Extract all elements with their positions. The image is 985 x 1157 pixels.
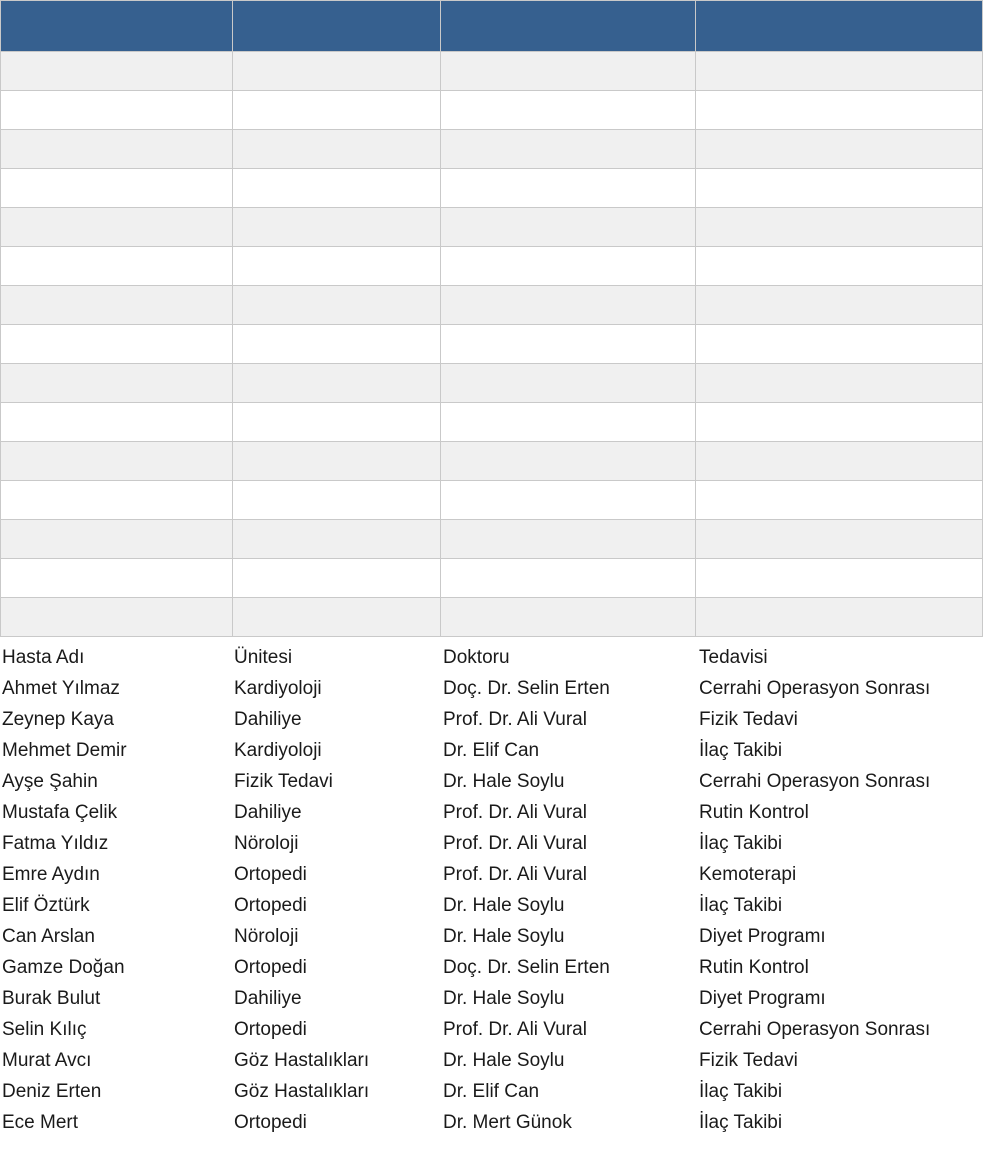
listing-cell-tedavisi: İlaç Takibi xyxy=(699,833,783,854)
listing-cell-doktoru: Prof. Dr. Ali Vural xyxy=(443,1019,587,1040)
table-header-cell-tedavisi xyxy=(696,1,983,52)
listing-cell-hasta-adi: Can Arslan xyxy=(2,926,95,947)
listing-cell-tedavisi: Diyet Programı xyxy=(699,988,826,1009)
listing-cell-unitesi: Kardiyoloji xyxy=(234,678,322,699)
table-row xyxy=(1,364,983,403)
table-row xyxy=(1,559,983,598)
listing-row xyxy=(0,890,985,921)
listing-cell-unitesi: Fizik Tedavi xyxy=(234,771,333,792)
listing-cell-hasta-adi: Zeynep Kaya xyxy=(2,709,114,730)
table-row xyxy=(1,169,983,208)
listing-cell-unitesi: Dahiliye xyxy=(234,709,302,730)
listing-cell-doktoru: Dr. Mert Günok xyxy=(443,1112,572,1133)
table-cell xyxy=(441,286,696,325)
table-cell xyxy=(233,598,441,637)
listing-cell-unitesi: Ortopedi xyxy=(234,957,307,978)
listing-cell-doktoru: Dr. Hale Soylu xyxy=(443,926,565,947)
table-cell xyxy=(441,91,696,130)
listing-column-header: Tedavisi xyxy=(699,647,768,668)
table-header-row xyxy=(1,1,983,52)
listing-cell-hasta-adi: Ece Mert xyxy=(2,1112,79,1133)
listing-cell-tedavisi: Rutin Kontrol xyxy=(699,802,809,823)
listing-cell-hasta-adi: Deniz Erten xyxy=(2,1081,102,1102)
table-header-cell-doktoru xyxy=(441,1,696,52)
table-cell xyxy=(1,403,233,442)
table-cell xyxy=(696,130,983,169)
table-cell xyxy=(233,559,441,598)
listing-cell-tedavisi: Rutin Kontrol xyxy=(699,957,809,978)
table-cell xyxy=(1,442,233,481)
table-cell xyxy=(441,598,696,637)
table-cell xyxy=(233,91,441,130)
listing-cell-hasta-adi: Fatma Yıldız xyxy=(2,833,109,854)
table-cell xyxy=(696,403,983,442)
table-row xyxy=(1,91,983,130)
listing-row xyxy=(0,797,985,828)
table-cell xyxy=(233,520,441,559)
table-cell xyxy=(696,91,983,130)
table-cell xyxy=(696,208,983,247)
listing-cell-tedavisi: İlaç Takibi xyxy=(699,1081,783,1102)
listing-row xyxy=(0,704,985,735)
listing-cell-unitesi: Dahiliye xyxy=(234,988,302,1009)
listing-header-row xyxy=(0,642,985,673)
table-cell xyxy=(233,169,441,208)
table-cell xyxy=(1,559,233,598)
listing-cell-tedavisi: İlaç Takibi xyxy=(699,895,783,916)
listing-cell-tedavisi: Cerrahi Operasyon Sonrası xyxy=(699,771,931,792)
table-cell xyxy=(441,325,696,364)
listing-cell-doktoru: Doç. Dr. Selin Erten xyxy=(443,678,610,699)
table-cell xyxy=(441,208,696,247)
listing-row xyxy=(0,983,985,1014)
listing-cell-hasta-adi: Burak Bulut xyxy=(2,988,101,1009)
listing-cell-tedavisi: Cerrahi Operasyon Sonrası xyxy=(699,1019,931,1040)
table-body xyxy=(1,52,983,637)
table-cell xyxy=(1,169,233,208)
table-cell xyxy=(441,442,696,481)
table-cell xyxy=(696,247,983,286)
listing-cell-unitesi: Ortopedi xyxy=(234,1112,307,1133)
table-row xyxy=(1,403,983,442)
listing-cell-tedavisi: Diyet Programı xyxy=(699,926,826,947)
listing-row xyxy=(0,1107,985,1138)
listing-row xyxy=(0,735,985,766)
listing-cell-unitesi: Göz Hastalıkları xyxy=(234,1050,370,1071)
table-row xyxy=(1,130,983,169)
table-cell xyxy=(233,247,441,286)
table-cell xyxy=(1,598,233,637)
table-row xyxy=(1,286,983,325)
table-cell xyxy=(1,247,233,286)
table-row xyxy=(1,598,983,637)
table-cell xyxy=(696,481,983,520)
table-row xyxy=(1,247,983,286)
table-cell xyxy=(233,130,441,169)
table-cell xyxy=(441,559,696,598)
table-row xyxy=(1,208,983,247)
table-row xyxy=(1,520,983,559)
table-cell xyxy=(1,520,233,559)
table-cell xyxy=(696,442,983,481)
table-cell xyxy=(1,130,233,169)
listing-cell-tedavisi: Kemoterapi xyxy=(699,864,797,885)
listing-cell-unitesi: Nöroloji xyxy=(234,833,299,854)
listing-row xyxy=(0,766,985,797)
listing-row xyxy=(0,1045,985,1076)
table-cell xyxy=(441,130,696,169)
table-cell xyxy=(1,208,233,247)
table-cell xyxy=(233,208,441,247)
listing-cell-doktoru: Dr. Hale Soylu xyxy=(443,1050,565,1071)
listing-column-header: Doktoru xyxy=(443,647,510,668)
listing-row xyxy=(0,673,985,704)
table-row xyxy=(1,481,983,520)
listing-cell-hasta-adi: Gamze Doğan xyxy=(2,957,125,978)
listing-cell-tedavisi: İlaç Takibi xyxy=(699,740,783,761)
listing-cell-hasta-adi: Elif Öztürk xyxy=(2,895,90,916)
table-cell xyxy=(233,325,441,364)
table-cell xyxy=(233,403,441,442)
listing-cell-hasta-adi: Ayşe Şahin xyxy=(2,771,98,792)
table-cell xyxy=(441,403,696,442)
table-cell xyxy=(441,520,696,559)
listing-cell-hasta-adi: Emre Aydın xyxy=(2,864,100,885)
table-cell xyxy=(1,481,233,520)
listing-cell-hasta-adi: Mehmet Demir xyxy=(2,740,127,761)
table-cell xyxy=(1,325,233,364)
listing-row xyxy=(0,1014,985,1045)
listing-cell-doktoru: Dr. Hale Soylu xyxy=(443,988,565,1009)
listing-row xyxy=(0,921,985,952)
listing-cell-tedavisi: Cerrahi Operasyon Sonrası xyxy=(699,678,931,699)
listing-cell-tedavisi: İlaç Takibi xyxy=(699,1112,783,1133)
table-cell xyxy=(696,559,983,598)
table-header-cell-hasta-adi xyxy=(1,1,233,52)
table-cell xyxy=(233,364,441,403)
listing-cell-doktoru: Dr. Elif Can xyxy=(443,1081,540,1102)
table-cell xyxy=(233,286,441,325)
table-cell xyxy=(441,169,696,208)
listing-cell-doktoru: Prof. Dr. Ali Vural xyxy=(443,709,587,730)
table-row xyxy=(1,442,983,481)
table-cell xyxy=(441,247,696,286)
listing-cell-hasta-adi: Ahmet Yılmaz xyxy=(2,678,120,699)
listing-cell-doktoru: Prof. Dr. Ali Vural xyxy=(443,833,587,854)
listing-cell-doktoru: Prof. Dr. Ali Vural xyxy=(443,864,587,885)
listing-cell-tedavisi: Fizik Tedavi xyxy=(699,709,798,730)
table-cell xyxy=(1,52,233,91)
table-header-cell-unitesi xyxy=(233,1,441,52)
listing-cell-doktoru: Dr. Hale Soylu xyxy=(443,895,565,916)
listing-cell-doktoru: Dr. Elif Can xyxy=(443,740,540,761)
table-row xyxy=(1,52,983,91)
listing-cell-unitesi: Nöroloji xyxy=(234,926,299,947)
listing-row xyxy=(0,952,985,983)
table-cell xyxy=(441,52,696,91)
table-cell xyxy=(1,91,233,130)
listing-cell-unitesi: Ortopedi xyxy=(234,864,307,885)
table-cell xyxy=(696,325,983,364)
listing-cell-tedavisi: Fizik Tedavi xyxy=(699,1050,798,1071)
table-cell xyxy=(1,286,233,325)
table-cell xyxy=(233,481,441,520)
table-cell xyxy=(441,364,696,403)
table-cell xyxy=(233,442,441,481)
listing-row xyxy=(0,828,985,859)
listing-cell-doktoru: Prof. Dr. Ali Vural xyxy=(443,802,587,823)
table-cell xyxy=(696,286,983,325)
listing-cell-unitesi: Göz Hastalıkları xyxy=(234,1081,370,1102)
table-cell xyxy=(1,364,233,403)
patient-text-listing xyxy=(0,642,985,1138)
listing-cell-hasta-adi: Murat Avcı xyxy=(2,1050,92,1071)
table-header xyxy=(1,1,983,52)
listing-cell-hasta-adi: Selin Kılıç xyxy=(2,1019,87,1040)
listing-row xyxy=(0,859,985,890)
table-cell xyxy=(233,52,441,91)
table-cell xyxy=(696,364,983,403)
table-cell xyxy=(696,598,983,637)
listing-row xyxy=(0,1076,985,1107)
listing-cell-unitesi: Ortopedi xyxy=(234,1019,307,1040)
listing-column-header: Ünitesi xyxy=(234,647,293,668)
table-cell xyxy=(696,169,983,208)
listing-cell-unitesi: Kardiyoloji xyxy=(234,740,322,761)
listing-cell-doktoru: Doç. Dr. Selin Erten xyxy=(443,957,610,978)
table-cell xyxy=(696,52,983,91)
listing-cell-hasta-adi: Mustafa Çelik xyxy=(2,802,118,823)
listing-cell-unitesi: Dahiliye xyxy=(234,802,302,823)
listing-cell-doktoru: Dr. Hale Soylu xyxy=(443,771,565,792)
listing-column-header: Hasta Adı xyxy=(2,647,85,668)
listing-cell-unitesi: Ortopedi xyxy=(234,895,307,916)
table-cell xyxy=(441,481,696,520)
table-cell xyxy=(696,520,983,559)
table-row xyxy=(1,325,983,364)
